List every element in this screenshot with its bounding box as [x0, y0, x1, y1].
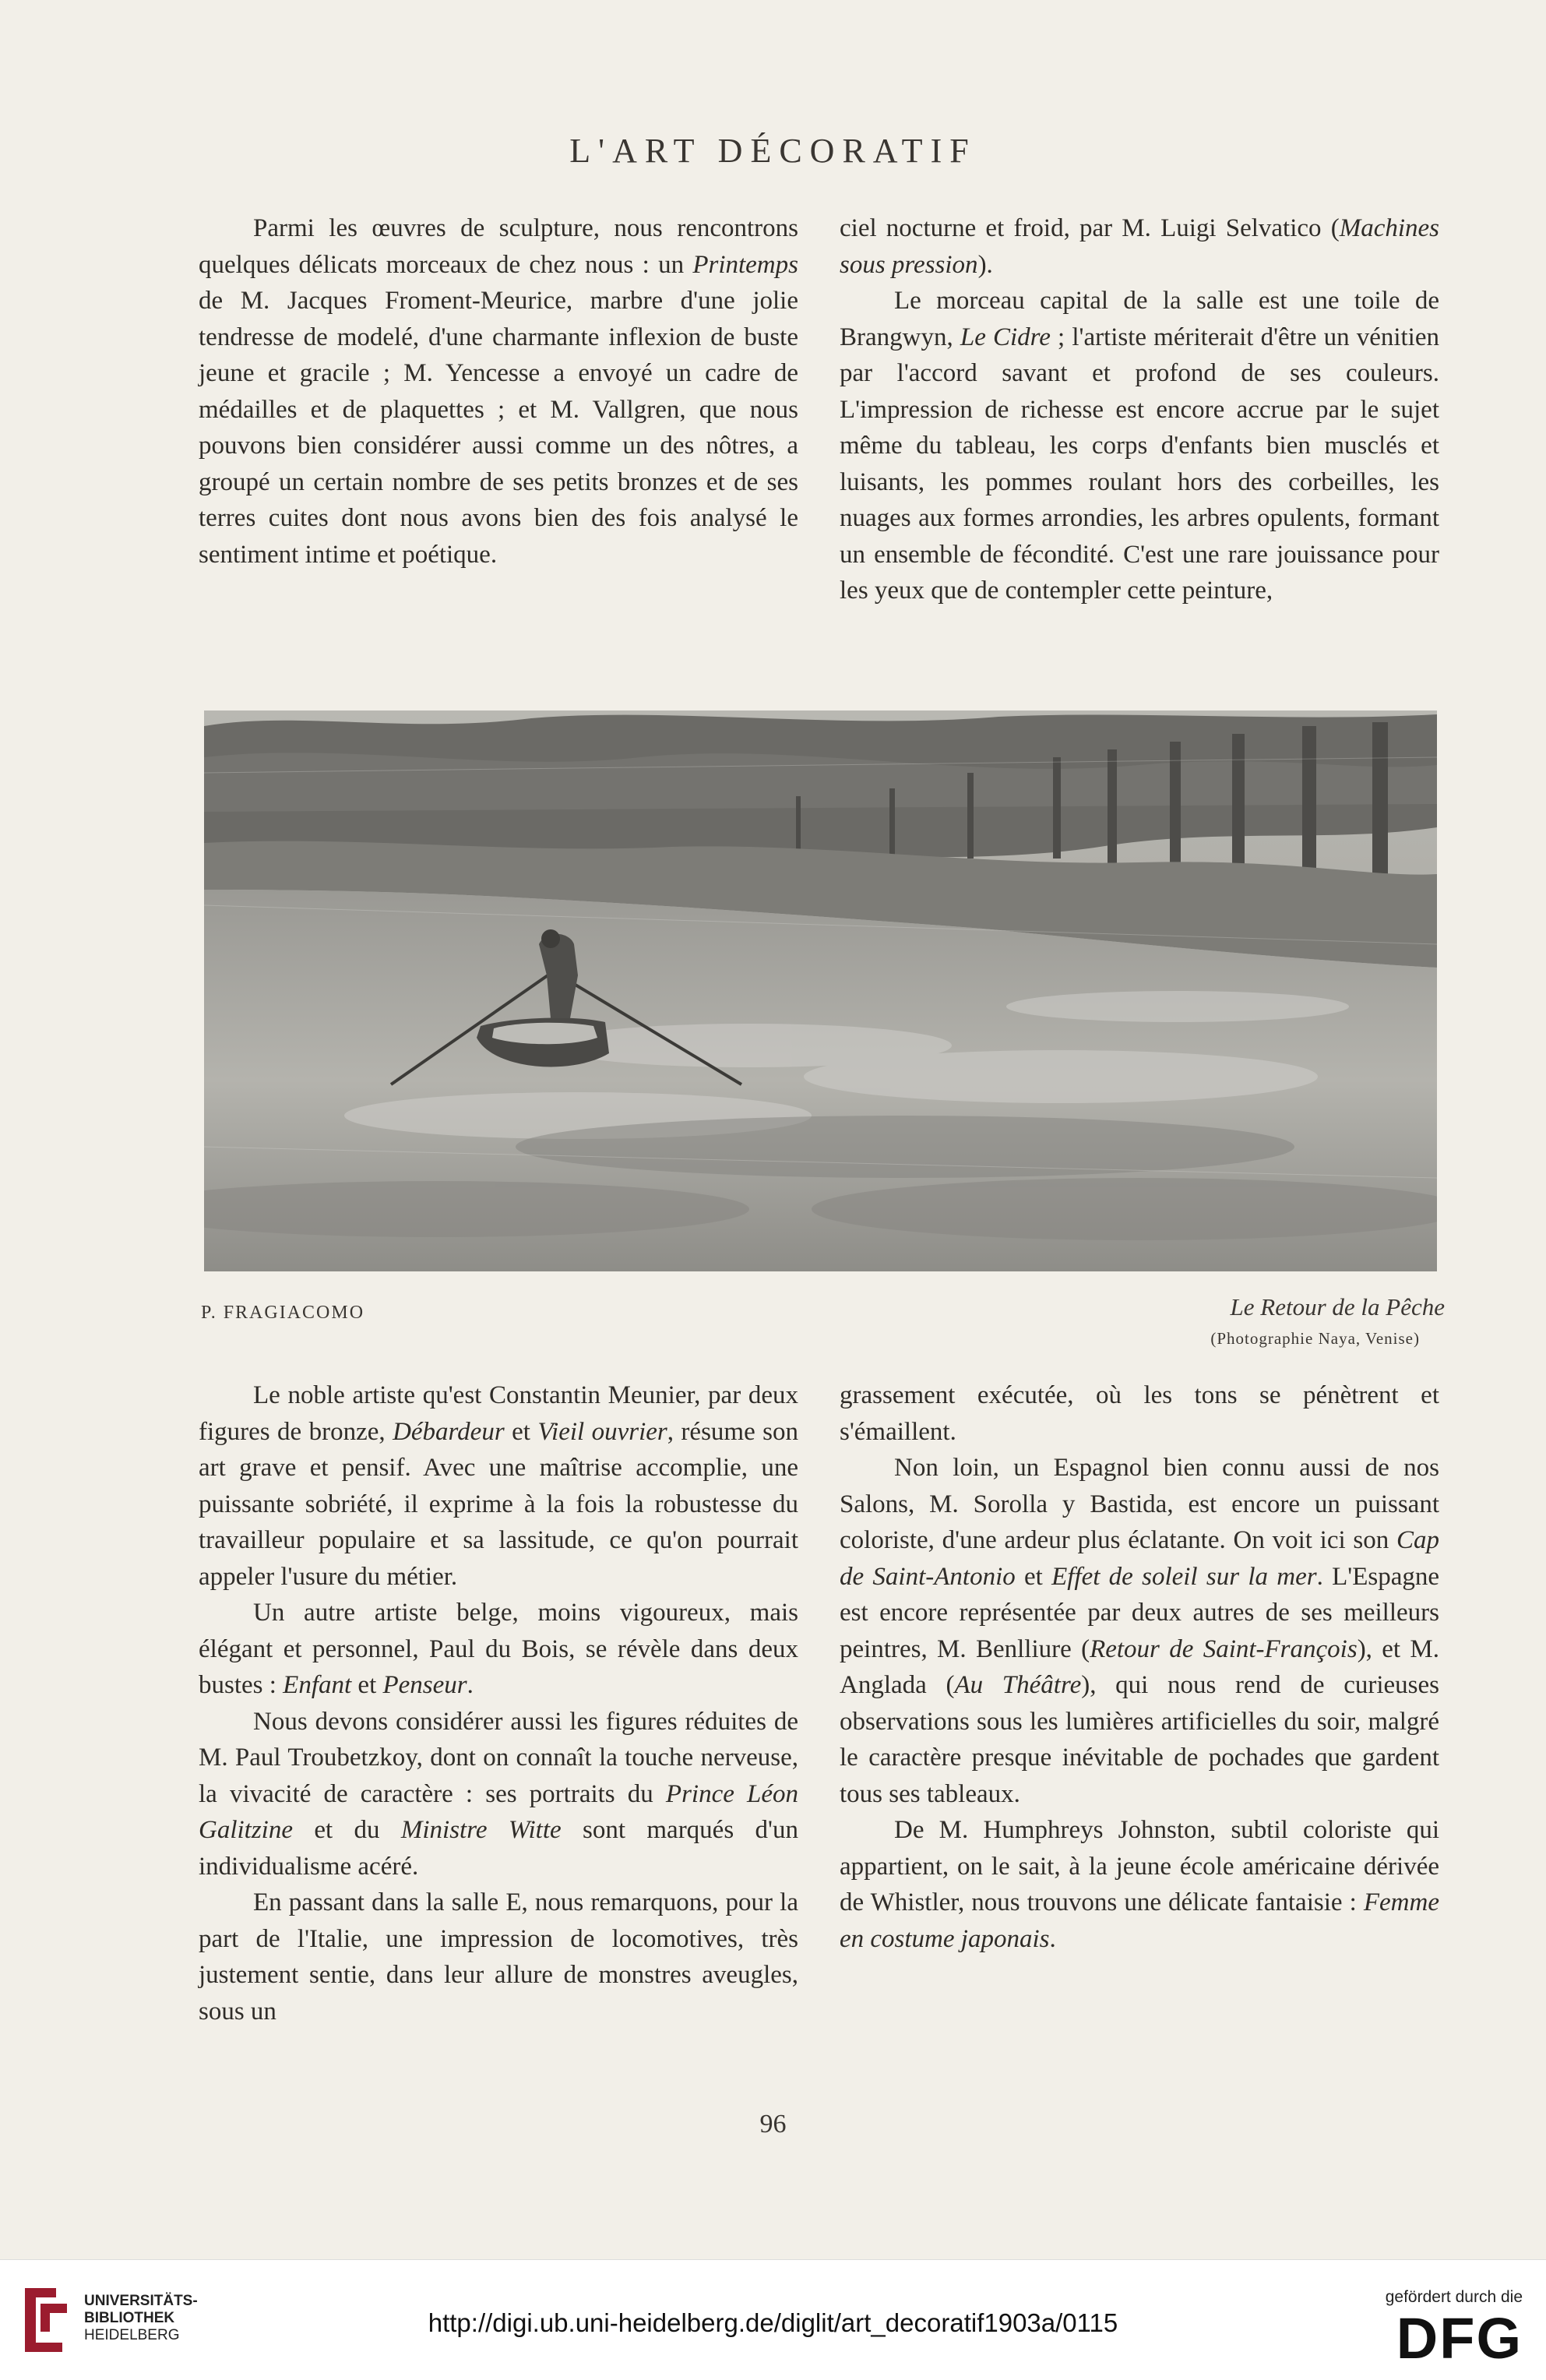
funding-label: gefördert durch die — [1385, 2288, 1523, 2306]
paragraph-continuation: ciel nocturne et froid, par M. Luigi Selvatico (Machines sous pression). — [840, 214, 1439, 279]
paragraph-sculpture: Parmi les œuvres de sculpture, nous rencontrons quelques délicats morceaux de chez nous : un Printemps de M. Jacques Froment-Meurice, marbre d'une jolie tendresse de modelé, d'une charmante inflexion de buste jeune et gracile ; M. Yencesse a envoyé un cadre de médailles et de plaquettes ; et M. Vallgren, que nous pouvons bien considérer aussi comme un des nôtres, a groupé un certain nombre de ses petits bronzes et de ses terres cuites dont nous avons bien des fois analysé le sentiment intime et poétique. — [199, 214, 798, 569]
paragraph-du-bois: Un autre artiste belge, moins vigoureux, mais élégant et personnel, Paul du Bois, se révèle dans deux bustes : Enfant et Penseur. — [199, 1599, 798, 1699]
running-head: L'ART DÉCORATIF — [569, 132, 977, 170]
paragraph-meunier: Le noble artiste qu'est Constantin Meunier, par deux figures de bronze, Débardeur et Vieil ouvrier, résume son art grave et pensif. Avec une maîtrise accomplie, une puissante sobriété, il exprime à la fois la robustesse du travailleur populaire et sa lassitude, ce qu'on pourrait appeler l'usure du métier. — [199, 1381, 798, 1591]
column-left-top — [199, 210, 798, 573]
paragraph-johnston: De M. Humphreys Johnston, subtil coloriste qui appartient, on le sait, à la jeune école américaine dérivée de Whistler, nous trouvons une délicate fantaisie : Femme en costume japonais. — [840, 1816, 1439, 1953]
source-url-link[interactable]: http://digi.ub.uni-heidelberg.de/diglit/art_decoratif1903a/0115 — [428, 2308, 1118, 2337]
library-name: UNIVERSITÄTS- BIBLIOTHEK HEIDELBERG — [84, 2293, 198, 2343]
column-right-bottom — [840, 1377, 1439, 1957]
footer-bar — [0, 2259, 1546, 2380]
work-title: Printemps — [692, 250, 798, 279]
dfg-logo-icon: DFG — [1396, 2306, 1523, 2371]
column-left-bottom — [199, 1377, 798, 2029]
work-title: Le Cidre — [960, 323, 1051, 351]
column-right-top — [840, 210, 1439, 609]
work-title: Machines sous pression — [840, 214, 1439, 279]
plate-title: Le Retour de la Pêche — [1230, 1293, 1445, 1320]
paragraph-salle-e: En passant dans la salle E, nous remarquons, pour la part de l'Italie, une impression de locomotives, très justement sentie, dans leur allure de monstres aveugles, sous un — [199, 1888, 798, 2026]
plate-artist: P. FRAGIACOMO — [201, 1303, 365, 1323]
painting-river-boat — [204, 710, 1437, 1271]
paragraph-sorolla: Non loin, un Espagnol bien connu aussi de nos Salons, M. Sorolla y Bastida, est encore un puissant coloriste, d'une ardeur plus éclatante. On voit ici son Cap de Saint-Antonio et Effet de soleil sur la mer. L'Espagne est encore représentée par deux autres de ses meilleurs peintres, M. Benlliure (Retour de Saint-François), et M. Anglada (Au Théâtre), qui nous rend de curieuses observations sous les lumières artificielles du soir, malgré le caractère presque inévitable de pochades que gardent tous ses tableaux. — [840, 1454, 1439, 1808]
plate-illustration — [204, 710, 1437, 1271]
paragraph-troubetzkoy: Nous devons considérer aussi les figures réduites de M. Paul Troubetzkoy, dont on connaît la touche nerveuse, la vivacité de caractère : ses portraits du Prince Léon Galitzine et du Ministre Witte sont marqués d'un individualisme acéré. — [199, 1707, 798, 1881]
paragraph-brangwyn: Le morceau capital de la salle est une toile de Brangwyn, Le Cidre ; l'artiste mériterait d'être un vénitien par l'accord savant et profond de ses couleurs. L'impression de richesse est encore accrue par le sujet même du tableau, les corps d'enfants bien musclés et luisants, les pommes roulant hors des corbeilles, les nuages aux formes arrondies, les arbres opulents, formant un ensemble de fécondité. C'est une rare jouissance pour les yeux que de contempler cette peinture, — [840, 287, 1439, 605]
page-number: 96 — [759, 2110, 787, 2138]
paragraph-continuation-2: grassement exécutée, où les tons se pénètrent et s'émaillent. — [840, 1381, 1439, 1446]
plate-credit: (Photographie Naya, Venise) — [1210, 1329, 1420, 1348]
